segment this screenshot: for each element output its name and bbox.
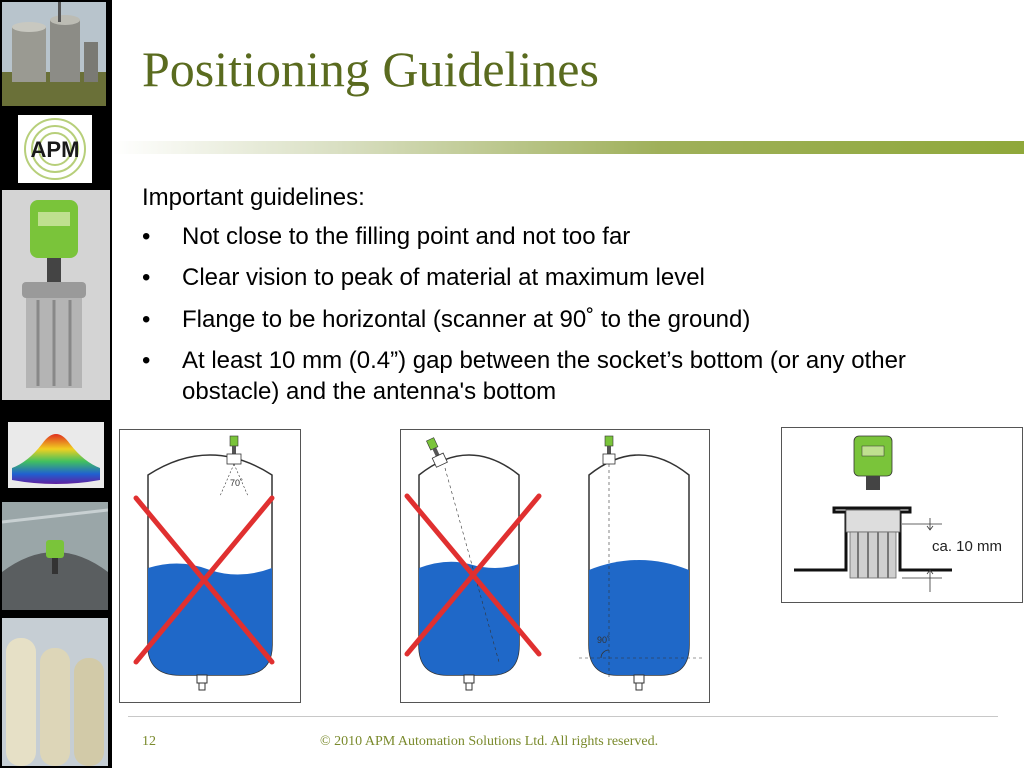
silos-photo [2,618,108,766]
intro-text: Important guidelines: [142,184,365,211]
list-item: • Clear vision to peak of material at maximum level [142,262,1002,293]
silo-plant-photo [2,2,106,106]
apm-logo [18,115,92,183]
guidelines-list [142,221,1002,407]
figure-antenna-gap [781,427,1023,603]
angle-label: 90˚ [597,635,611,645]
list-item: • At least 10 mm (0.4”) gap between the socket’s bottom (or any other obstacle) and the antenna's bottom [142,345,1002,407]
tank-top-photo [2,502,108,610]
figure-flange-orientation [400,429,710,703]
page-number: 12 [142,734,156,749]
figure-wrong-position [119,429,301,703]
guidelines-text [142,182,1002,417]
page-title: Positioning Guidelines [142,41,599,97]
footer-divider [128,716,998,717]
angle-label: 70˚ [230,478,244,488]
copyright-text: © 2010 APM Automation Solutions Ltd. All rights reserved. [320,734,659,749]
radar-device-photo [2,190,110,400]
title-divider [112,141,1024,154]
3d-surface-map [8,422,104,488]
list-item: • Flange to be horizontal (scanner at 90˚ to the ground) [142,304,1002,335]
apm-logo-text: APM [30,137,80,162]
sidebar-photo-strip [0,0,112,768]
gap-label: ca. 10 mm [932,538,1003,555]
list-item: • Not close to the filling point and not too far [142,221,1002,252]
